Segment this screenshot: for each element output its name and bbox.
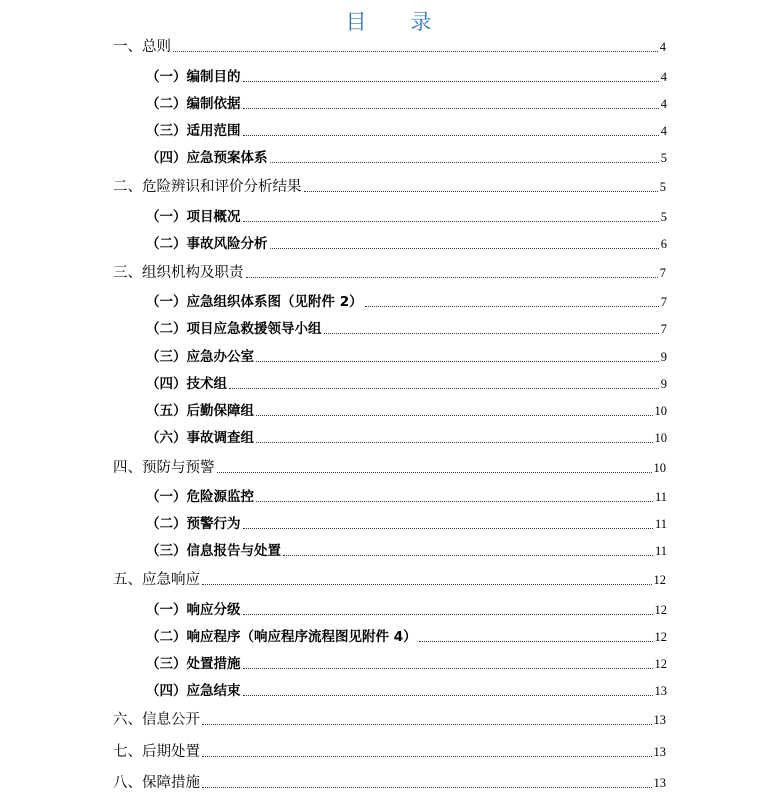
toc-entry[interactable] [146, 653, 667, 673]
toc-entry-page: 11 [654, 490, 667, 504]
toc-entry-text: （二）预警行为 [146, 516, 241, 532]
toc-leader-dots [202, 787, 652, 788]
toc-entry-page: 4 [659, 40, 666, 54]
toc-entry-text: （三）信息报告与处置 [146, 543, 281, 559]
toc-leader-dots [243, 528, 653, 529]
toc-entry[interactable] [113, 36, 666, 56]
toc-entry-text: 五、应急响应 [113, 572, 200, 588]
toc-leader-dots [243, 108, 659, 109]
toc-entry[interactable] [146, 206, 667, 226]
toc-leader-dots [202, 724, 652, 725]
toc-entry-page: 5 [659, 180, 666, 194]
toc-entry-page: 11 [654, 544, 667, 558]
toc-entry-page: 12 [654, 603, 667, 617]
toc-entry-text: 六、信息公开 [113, 712, 200, 728]
toc-entry-text: 三、组织机构及职责 [113, 265, 244, 281]
toc-entry-page: 10 [654, 404, 667, 418]
toc-leader-dots [173, 51, 658, 52]
toc-title [0, 6, 779, 36]
toc-entry-page: 10 [654, 431, 667, 445]
toc-leader-dots [304, 191, 658, 192]
toc-entry-text: （五）后勤保障组 [146, 403, 254, 419]
toc-title-char-2: 录 [410, 10, 434, 34]
toc-entry[interactable] [113, 176, 666, 196]
toc-entry-text: （四）应急预案体系 [146, 150, 268, 166]
toc-entry[interactable] [146, 540, 667, 560]
toc-entry-page: 7 [659, 266, 666, 280]
toc-entry-text: （一）危险源监控 [146, 489, 254, 505]
toc-entry-page: 6 [660, 237, 667, 251]
toc-entry-text: 七、后期处置 [113, 744, 200, 760]
toc-leader-dots [256, 415, 653, 416]
toc-entry-page: 12 [654, 657, 667, 671]
toc-entry-page: 13 [654, 684, 667, 698]
toc-entry-text: 一、总则 [113, 39, 171, 55]
toc-entry-text: （一）响应分级 [146, 602, 241, 618]
toc-leader-dots [270, 248, 659, 249]
toc-entry-text: （二）项目应急救援领导小组 [146, 321, 322, 337]
toc-entry[interactable] [113, 772, 666, 792]
toc-entry[interactable] [146, 318, 667, 338]
toc-entry-page: 5 [660, 210, 667, 224]
toc-leader-dots [243, 695, 653, 696]
toc-entry-page: 4 [660, 97, 667, 111]
toc-entry[interactable] [113, 709, 666, 729]
toc-entry[interactable] [113, 262, 666, 282]
toc-leader-dots [283, 555, 653, 556]
toc-entry-page: 13 [653, 745, 666, 759]
toc-entry-page: 13 [653, 713, 666, 727]
toc-entry-text: 八、保障措施 [113, 775, 200, 791]
toc-entry-text: （四）应急结束 [146, 683, 241, 699]
toc-entry-page: 4 [660, 70, 667, 84]
toc-entry-text: （三）适用范围 [146, 123, 241, 139]
toc-leader-dots [243, 135, 659, 136]
toc-entry-page: 5 [660, 151, 667, 165]
toc-entry-page: 9 [660, 377, 667, 391]
toc-entry[interactable] [146, 427, 667, 447]
toc-entry-text: （一）应急组织体系图（见附件 2） [146, 294, 363, 310]
toc-entry[interactable] [146, 400, 667, 420]
toc-title-char-1: 目 [345, 10, 369, 34]
toc-leader-dots [246, 277, 658, 278]
toc-entry-text: （一）项目概况 [146, 209, 241, 225]
toc-entry-page: 9 [660, 350, 667, 364]
toc-entry-text: （二）响应程序（响应程序流程图见附件 4） [146, 629, 417, 645]
toc-entry[interactable] [146, 626, 667, 646]
toc-leader-dots [243, 614, 653, 615]
toc-entry-text: （二）编制依据 [146, 96, 241, 112]
toc-entry-page: 12 [654, 630, 667, 644]
toc-entry[interactable] [113, 457, 666, 477]
toc-entry[interactable] [146, 599, 667, 619]
toc-entry[interactable] [146, 346, 667, 366]
toc-entry-text: （三）应急办公室 [146, 349, 254, 365]
toc-entry-page: 11 [654, 517, 667, 531]
toc-leader-dots [365, 306, 659, 307]
toc-leader-dots [270, 162, 659, 163]
toc-leader-dots [243, 668, 653, 669]
toc-leader-dots [202, 584, 652, 585]
toc-leader-dots [202, 756, 652, 757]
toc-leader-dots [229, 388, 659, 389]
toc-entry[interactable] [146, 120, 667, 140]
toc-entry-text: （三）处置措施 [146, 656, 241, 672]
toc-leader-dots [256, 442, 653, 443]
toc-entry-page: 7 [660, 322, 667, 336]
toc-leader-dots [419, 641, 653, 642]
toc-entry[interactable] [146, 513, 667, 533]
toc-entry[interactable] [146, 147, 667, 167]
toc-entry[interactable] [146, 291, 667, 311]
toc-entry-text: （二）事故风险分析 [146, 236, 268, 252]
toc-leader-dots [243, 81, 659, 82]
toc-leader-dots [243, 221, 659, 222]
toc-leader-dots [256, 501, 653, 502]
toc-entry-page: 4 [660, 124, 667, 138]
toc-entry-page: 12 [653, 573, 666, 587]
toc-leader-dots [256, 361, 659, 362]
toc-entry[interactable] [146, 373, 667, 393]
toc-entry[interactable] [146, 66, 667, 86]
toc-entry-text: （四）技术组 [146, 376, 227, 392]
toc-leader-dots [324, 333, 659, 334]
toc-entry[interactable] [113, 569, 666, 589]
toc-entry-page: 10 [653, 461, 666, 475]
toc-entry[interactable] [146, 486, 667, 506]
toc-entry-text: 四、预防与预警 [113, 460, 215, 476]
toc-entry[interactable] [146, 233, 667, 253]
toc-entry[interactable] [113, 741, 666, 761]
toc-entry-page: 13 [653, 776, 666, 790]
toc-entry[interactable] [146, 680, 667, 700]
toc-entry-text: （六）事故调查组 [146, 430, 254, 446]
toc-entry-page: 7 [660, 295, 667, 309]
toc-entry[interactable] [146, 93, 667, 113]
toc-entry-text: （一）编制目的 [146, 69, 241, 85]
toc-entry-text: 二、危险辨识和评价分析结果 [113, 179, 302, 195]
toc-leader-dots [217, 472, 652, 473]
